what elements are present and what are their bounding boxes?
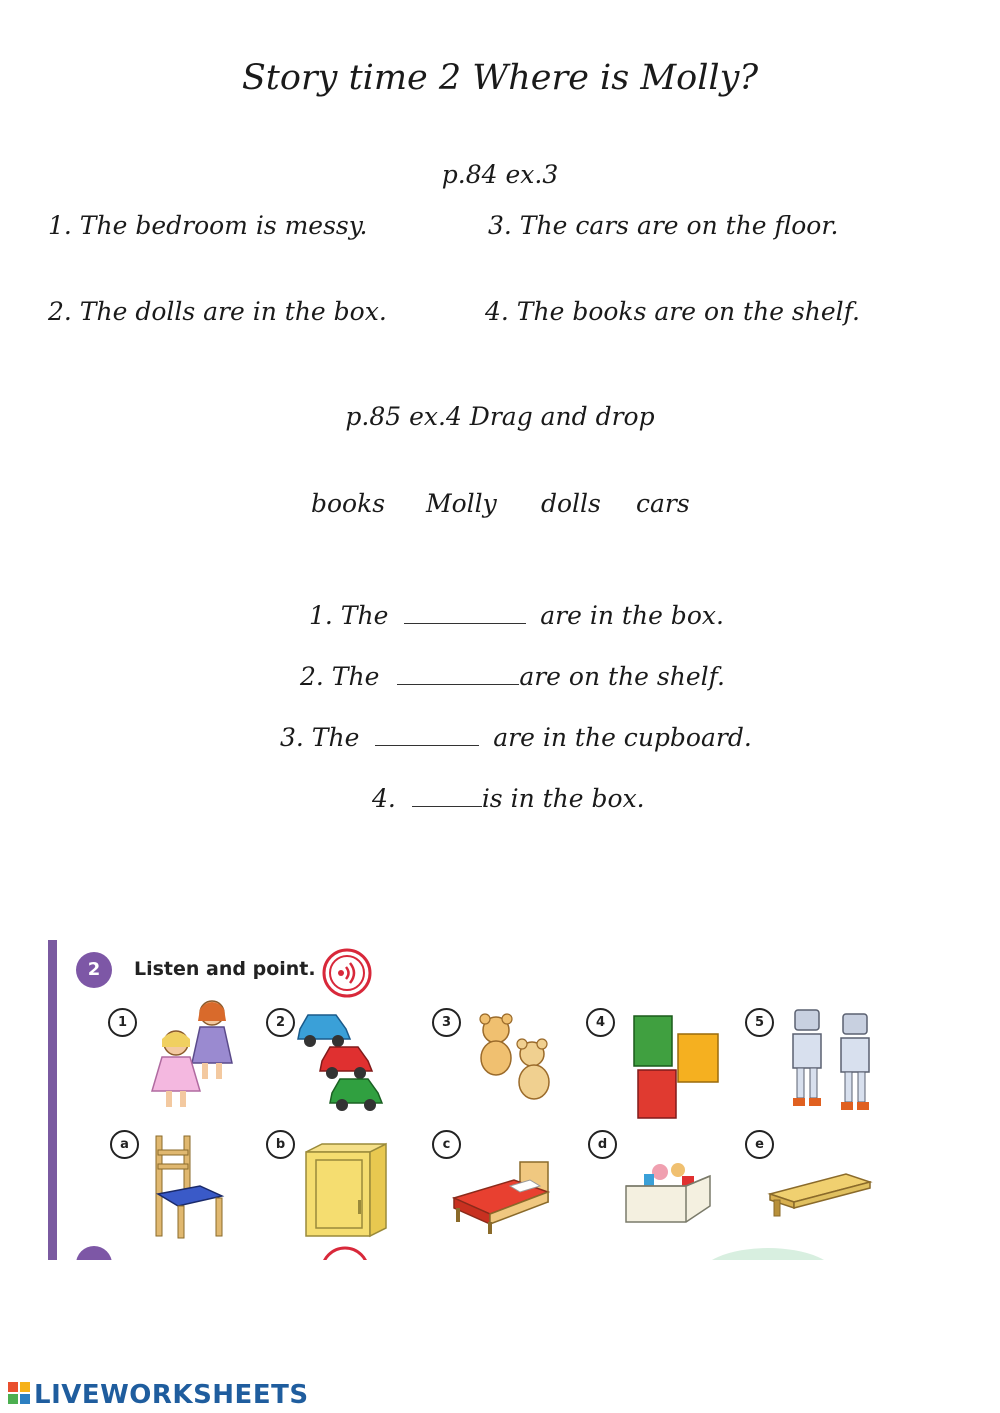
- sentence-4: 4. The books are on the shelf.: [485, 297, 860, 326]
- picture-label-d: d: [588, 1130, 617, 1159]
- next-audio-icon-cropped: [318, 1244, 372, 1260]
- sentence-1: 1. The bedroom is messy.: [48, 211, 368, 240]
- dolls-picture: [140, 995, 250, 1115]
- robots-picture: [783, 1006, 883, 1116]
- picture-label-c: c: [432, 1130, 461, 1159]
- toy-box-picture: [620, 1158, 718, 1232]
- fill-item-4: [372, 784, 645, 813]
- picture-label-1: 1: [108, 1008, 137, 1037]
- drop-blank-1[interactable]: [404, 605, 526, 624]
- fill-item-1: [309, 601, 724, 630]
- drop-blank-2[interactable]: [397, 666, 519, 685]
- chair-picture: [148, 1132, 233, 1242]
- liveworksheets-logo-text: LIVEWORKSHEETS: [34, 1380, 309, 1410]
- picture-label-5: 5: [745, 1008, 774, 1037]
- fill-item-2: [300, 662, 725, 691]
- cupboard-picture: [300, 1140, 392, 1240]
- toy-cars-picture: [296, 1005, 391, 1120]
- exercise-number-badge: 2: [76, 952, 112, 988]
- next-exercise-badge-cropped: [76, 1246, 112, 1260]
- fill-item-1-number: 1. The: [309, 601, 389, 630]
- fill-item-3: [280, 723, 752, 752]
- fill-item-2-number: 2. The: [300, 662, 380, 691]
- fill-item-3-text: are in the cupboard.: [493, 723, 752, 752]
- drag-word-molly[interactable]: Molly: [426, 489, 497, 518]
- teddy-bears-picture: [466, 1010, 566, 1110]
- books-picture: [630, 1012, 722, 1122]
- worksheet-title: Story time 2 Where is Molly?: [241, 58, 759, 98]
- fill-item-1-text: are in the box.: [540, 601, 724, 630]
- fill-item-2-text: are on the shelf.: [519, 662, 725, 691]
- panel-side-bar: [48, 940, 57, 1260]
- decorative-green-shape: [698, 1248, 838, 1260]
- fill-item-3-number: 3. The: [280, 723, 360, 752]
- drag-word-books[interactable]: books: [311, 489, 386, 518]
- picture-label-4: 4: [586, 1008, 615, 1037]
- drag-word-dolls[interactable]: dolls: [541, 489, 601, 518]
- picture-label-e: e: [745, 1130, 774, 1159]
- sentence-2: 2. The dolls are in the box.: [48, 297, 387, 326]
- panel-heading: Listen and point.: [134, 958, 316, 980]
- liveworksheets-logo: [8, 1380, 309, 1410]
- picture-label-2: 2: [266, 1008, 295, 1037]
- drop-blank-4[interactable]: [412, 788, 482, 807]
- shelf-picture: [766, 1170, 876, 1226]
- textbook-panel: [48, 940, 908, 1260]
- picture-label-a: a: [110, 1130, 139, 1159]
- liveworksheets-logo-icon: [8, 1382, 32, 1406]
- audio-speaker-icon[interactable]: [320, 946, 374, 1000]
- picture-label-3: 3: [432, 1008, 461, 1037]
- sentence-3: 3. The cars are on the floor.: [488, 211, 839, 240]
- drag-word-cars[interactable]: cars: [636, 489, 690, 518]
- section2-heading: p.85 ex.4 Drag and drop: [345, 402, 655, 431]
- bed-picture: [450, 1158, 554, 1238]
- drop-blank-3[interactable]: [375, 727, 479, 746]
- section1-heading: p.84 ex.3: [441, 160, 559, 189]
- picture-label-b: b: [266, 1130, 295, 1159]
- fill-item-4-number: 4.: [372, 784, 396, 813]
- fill-item-4-text: is in the box.: [481, 784, 645, 813]
